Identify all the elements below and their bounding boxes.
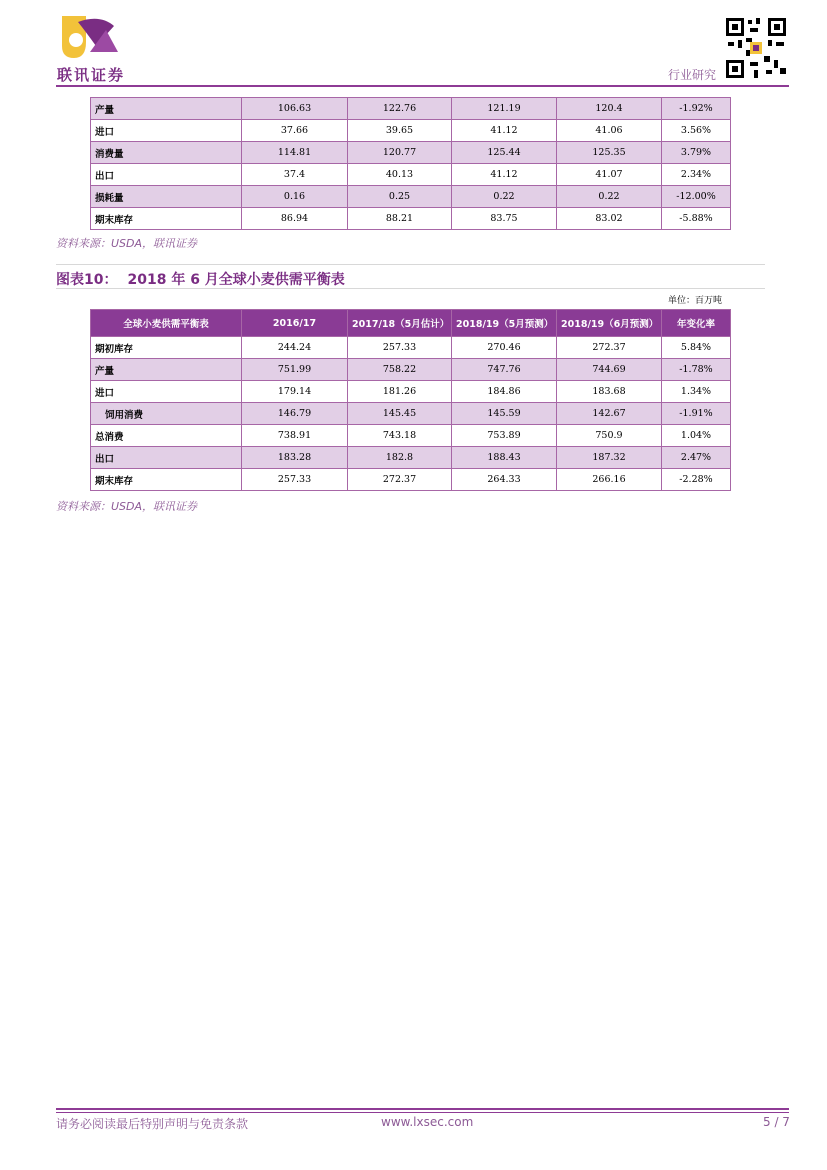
caption-bottom-rule — [56, 288, 765, 289]
table-cell: 0.22 — [452, 186, 557, 208]
table-row — [91, 403, 731, 425]
table-row — [91, 425, 731, 447]
table-cell: 39.65 — [348, 120, 452, 142]
table-cell: 120.77 — [348, 142, 452, 164]
figure-caption — [56, 269, 345, 289]
column-header: 2017/18（5月估计） — [348, 310, 452, 337]
table-row — [91, 447, 731, 469]
disclaimer-link[interactable]: 请务必阅读最后特别声明与免责条款 — [56, 1117, 249, 1131]
us-wheat-balance-table — [90, 97, 731, 230]
table-header-row — [91, 310, 731, 337]
table-cell: 270.46 — [452, 337, 557, 359]
row-label: 出口 — [91, 164, 242, 186]
table-cell: -5.88% — [662, 208, 731, 230]
row-label: 消费量 — [91, 142, 242, 164]
row-label: 出口 — [91, 447, 242, 469]
table-cell: 37.66 — [242, 120, 348, 142]
table-cell: 751.99 — [242, 359, 348, 381]
row-label: 进口 — [91, 381, 242, 403]
row-label: 产量 — [91, 359, 242, 381]
header-divider — [56, 85, 789, 87]
unit-label: 单位：百万吨 — [668, 296, 723, 306]
table-cell: 179.14 — [242, 381, 348, 403]
qr-code-icon — [724, 16, 788, 80]
table-cell: -1.78% — [662, 359, 731, 381]
table-row — [91, 469, 731, 491]
table-row — [91, 164, 731, 186]
table-cell: 183.28 — [242, 447, 348, 469]
table-cell: -12.00% — [662, 186, 731, 208]
row-label: 饲用消费 — [91, 403, 242, 425]
table-cell: 114.81 — [242, 142, 348, 164]
logo-text: 联讯证券 — [57, 66, 126, 84]
row-label: 进口 — [91, 120, 242, 142]
table-cell: 41.12 — [452, 164, 557, 186]
column-header: 2016/17 — [242, 310, 348, 337]
table-cell: 183.68 — [557, 381, 662, 403]
column-header: 2018/19（6月预测） — [557, 310, 662, 337]
table-cell: 3.56% — [662, 120, 731, 142]
global-wheat-balance-table — [90, 309, 731, 491]
table-cell: 0.16 — [242, 186, 348, 208]
page-number: 5 / 7 — [763, 1115, 790, 1129]
table-cell: 83.75 — [452, 208, 557, 230]
table-cell: 145.45 — [348, 403, 452, 425]
row-label: 期初库存 — [91, 337, 242, 359]
table-cell: 750.9 — [557, 425, 662, 447]
table-cell: 41.12 — [452, 120, 557, 142]
table-row — [91, 98, 731, 120]
table-cell: 257.33 — [242, 469, 348, 491]
row-label: 期末库存 — [91, 208, 242, 230]
table-cell: 184.86 — [452, 381, 557, 403]
page-header — [0, 0, 827, 92]
table-cell: 2.34% — [662, 164, 731, 186]
table-cell: 758.22 — [348, 359, 452, 381]
table-row — [91, 120, 731, 142]
table-row — [91, 337, 731, 359]
table-cell: 142.67 — [557, 403, 662, 425]
table-cell: 0.22 — [557, 186, 662, 208]
table-cell: 2.47% — [662, 447, 731, 469]
table-cell: 106.63 — [242, 98, 348, 120]
table-cell: 257.33 — [348, 337, 452, 359]
footer-divider-thin — [56, 1112, 789, 1113]
source-note: 资料来源：USDA，联讯证券 — [56, 500, 198, 513]
table-row — [91, 208, 731, 230]
table-cell: 272.37 — [557, 337, 662, 359]
company-logo — [56, 12, 128, 64]
table-cell: 37.4 — [242, 164, 348, 186]
row-label: 损耗量 — [91, 186, 242, 208]
table-cell: 86.94 — [242, 208, 348, 230]
table-cell: 122.76 — [348, 98, 452, 120]
table-cell: 753.89 — [452, 425, 557, 447]
column-header: 年变化率 — [662, 310, 731, 337]
section-label: 行业研究 — [668, 68, 717, 82]
table-cell: 145.59 — [452, 403, 557, 425]
row-label: 产量 — [91, 98, 242, 120]
table-cell: 266.16 — [557, 469, 662, 491]
row-label: 总消费 — [91, 425, 242, 447]
table-cell: 41.06 — [557, 120, 662, 142]
table-cell: 125.44 — [452, 142, 557, 164]
figure-title: 2018 年 6 月全球小麦供需平衡表 — [127, 272, 345, 288]
source-note: 资料来源：USDA，联讯证券 — [56, 237, 198, 250]
table-cell: 181.26 — [348, 381, 452, 403]
table-cell: 1.34% — [662, 381, 731, 403]
footer-divider — [56, 1108, 789, 1110]
table-cell: 182.8 — [348, 447, 452, 469]
table-row — [91, 359, 731, 381]
table-cell: 743.18 — [348, 425, 452, 447]
table-cell: 3.79% — [662, 142, 731, 164]
table-cell: 41.07 — [557, 164, 662, 186]
column-header: 2018/19（5月预测） — [452, 310, 557, 337]
table-cell: -1.91% — [662, 403, 731, 425]
table-cell: 121.19 — [452, 98, 557, 120]
table-cell: 125.35 — [557, 142, 662, 164]
row-label: 期末库存 — [91, 469, 242, 491]
table-row — [91, 381, 731, 403]
table-cell: 264.33 — [452, 469, 557, 491]
table-cell: 744.69 — [557, 359, 662, 381]
website-link[interactable]: www.lxsec.com — [381, 1115, 474, 1129]
table-cell: 747.76 — [452, 359, 557, 381]
table-row — [91, 186, 731, 208]
table-cell: 1.04% — [662, 425, 731, 447]
table-cell: 188.43 — [452, 447, 557, 469]
table-cell: 0.25 — [348, 186, 452, 208]
figure-label: 图表10： — [56, 272, 118, 288]
table-cell: 83.02 — [557, 208, 662, 230]
column-header: 全球小麦供需平衡表 — [91, 310, 242, 337]
table-cell: -2.28% — [662, 469, 731, 491]
table-cell: 120.4 — [557, 98, 662, 120]
caption-top-rule — [56, 264, 765, 265]
table-cell: 187.32 — [557, 447, 662, 469]
table-cell: 40.13 — [348, 164, 452, 186]
table-cell: 5.84% — [662, 337, 731, 359]
table-row — [91, 142, 731, 164]
table-cell: -1.92% — [662, 98, 731, 120]
table-cell: 272.37 — [348, 469, 452, 491]
table-cell: 146.79 — [242, 403, 348, 425]
table-cell: 88.21 — [348, 208, 452, 230]
table-cell: 738.91 — [242, 425, 348, 447]
table-cell: 244.24 — [242, 337, 348, 359]
